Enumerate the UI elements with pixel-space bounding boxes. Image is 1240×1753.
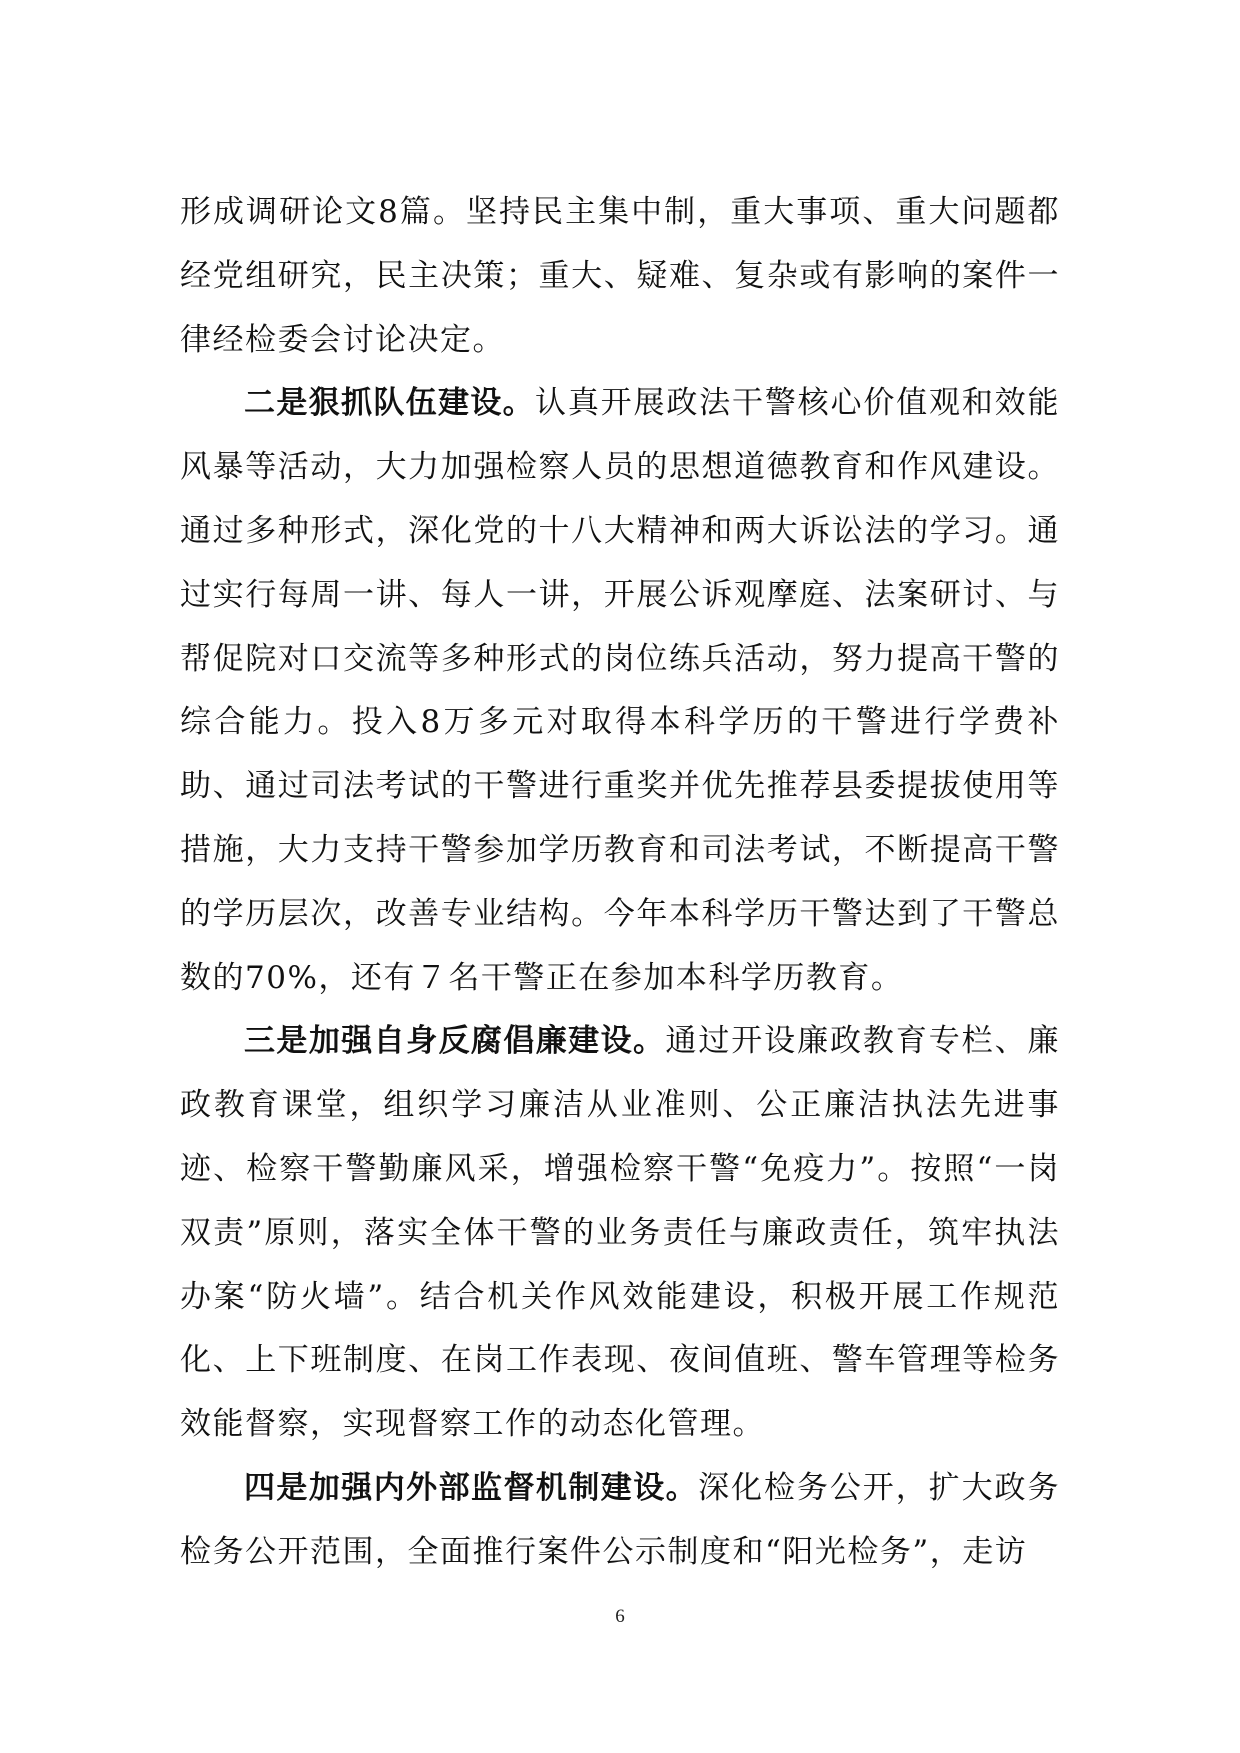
paragraph-anti-corruption — [180, 1010, 1060, 1457]
document-body — [180, 181, 1060, 1585]
paragraph-text: 形成调研论文8篇。坚持民主集中制，重大事项、重大问题都经党组研究，民主决策；重大、疑难、复杂或有影响的案件一律经检委会讨论决定。 — [180, 194, 1060, 358]
paragraph-team-building — [180, 372, 1060, 1010]
paragraph-lead-heading: 三是加强自身反腐倡廉建设。 — [244, 1023, 666, 1060]
page-number: 6 — [615, 1606, 625, 1627]
paragraph-text: 深化检务公开，扩大政务检务公开范围，全面推行案件公示制度和“阳光检务”，走访 — [180, 1469, 1060, 1570]
paragraph-continued — [180, 181, 1060, 372]
paragraph-text: 认真开展政法干警核心价值观和效能风暴等活动，大力加强检察人员的思想道德教育和作风建设。通过多种形式，深化党的十八大精神和两大诉讼法的学习。通过实行每周一讲、每人一讲，开展公诉观摩庭、法案研讨、与帮促院对口交流等多种形式的岗位练兵活动，努力提高干警的综合能力。投入8万多元对取得本科学历的干警进行学费补助、通过司法考试的干警进行重奖并优先推荐县委提拔使用等措施，大力支持干警参加学历教育和司法考试，不断提高干警的学历层次，改善专业结构。今年本科学历干警达到了干警总数的70%，还有７名干警正在参加本科学历教育。 — [180, 385, 1060, 996]
paragraph-lead-heading: 二是狠抓队伍建设。 — [244, 385, 535, 422]
paragraph-supervision — [180, 1457, 1060, 1585]
paragraph-lead-heading: 四是加强内外部监督机制建设。 — [244, 1469, 699, 1506]
paragraph-text: 通过开设廉政教育专栏、廉政教育课堂，组织学习廉洁从业准则、公正廉洁执法先进事迹、检察干警勤廉风采，增强检察干警“免疫力”。按照“一岗双责”原则，落实全体干警的业务责任与廉政责任，筑牢执法办案“防火墙”。结合机关作风效能建设，积极开展工作规范化、上下班制度、在岗工作表现、夜间值班、警车管理等检务效能督察，实现督察工作的动态化管理。 — [180, 1023, 1061, 1443]
